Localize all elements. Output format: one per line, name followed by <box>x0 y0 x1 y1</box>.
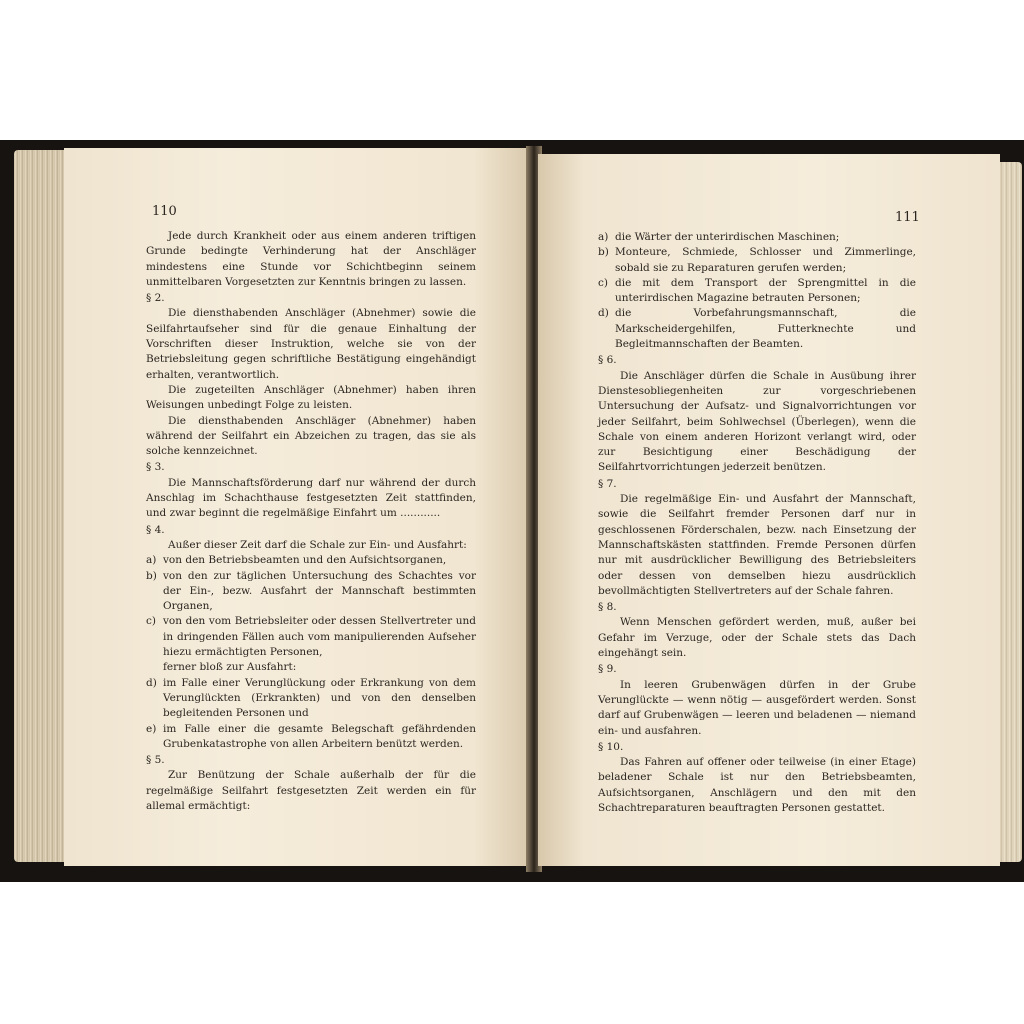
list-item-text: im Falle einer Verunglückung oder Erkrankung von dem Verunglückten (Erkrankten) und von den denselben begleitenden Personen und <box>163 676 476 720</box>
section-heading: § 2. <box>146 292 165 305</box>
left-page-text <box>146 229 476 814</box>
list-item-label: d) <box>598 307 609 320</box>
list-item-label: a) <box>146 554 157 567</box>
list-item-text: im Falle einer die gesamte Belegschaft gefährdenden Grubenkatastrophe von allen Arbeitern benützt werden. <box>163 722 476 750</box>
page-edges-left <box>14 150 66 862</box>
paragraph: Die Anschläger dürfen die Schale in Ausübung ihrer Dienstesobliegenheiten zur vorgeschriebenen Untersuchung der Aufsatz- und Signalvorrichtungen vor jeder Seilfahrt, beim Sohlwechsel (Überlegen), wenn die Schale von einem anderen Horizont verlangt wird, oder zur Besichtigung einer Beschädigung der Seilfahrtvorrichtungen jederzeit benützen. <box>598 369 916 474</box>
list-item <box>146 614 476 660</box>
page-number-right: 111 <box>895 210 920 225</box>
paragraph: Die Mannschaftsförderung darf nur während der durch Anschlag im Schachthause festgesetzten Zeit stattfinden, und zwar beginnt die regelmäßige Einfahrt um ............ <box>146 476 476 520</box>
right-page-text <box>598 230 916 816</box>
paragraph: Außer dieser Zeit darf die Schale zur Ein- und Ausfahrt: <box>168 538 467 551</box>
list-item-label: e) <box>146 722 157 735</box>
list-item-text: von den zur täglichen Untersuchung des Schachtes vor der Ein-, bezw. Ausfahrt der Mannschaft bestimmten Organen, <box>163 569 476 613</box>
list-item-label: c) <box>598 276 608 289</box>
list-item-text: die mit dem Transport der Sprengmittel in die unterirdischen Magazine betrauten Personen; <box>615 276 916 305</box>
list-item-text: die Wärter der unterirdischen Maschinen; <box>615 231 840 243</box>
book-photo <box>0 140 1024 882</box>
list-item <box>598 276 916 307</box>
list-item <box>146 722 476 753</box>
paragraph: In leeren Grubenwägen dürfen in der Grube Verunglückte — wenn nötig — ausgefördert werden. Sonst darf auf Grubenwägen — leeren und beladenen — niemand ein- und ausfahren. <box>598 678 916 737</box>
paragraph: Die regelmäßige Ein- und Ausfahrt der Mannschaft, sowie die Seilfahrt fremder Personen darf nur in geschlossenen Förderschalen, bezw. nach Einsetzung der Mannschaftskästen stattfinden. Fremde Personen dürfen nur mit ausdrücklicher Bewilligung des Betriebsleiters oder dessen von demselben hiezu ausdrücklich bevollmächtigten Stellvertreters auf der Schale fahren. <box>598 493 916 597</box>
list-item-text: von den Betriebsbeamten und den Aufsichtsorganen, <box>163 554 447 567</box>
list-item-text: von den vom Betriebsleiter oder dessen Stellvertreter und in dringenden Fällen auch vom manipulierenden Aufseher hiezu ermächtigten Personen, <box>163 615 476 659</box>
paragraph: Zur Benützung der Schale außerhalb der für die regelmäßige Seilfahrt festgesetzten Zeit werden ein für allemal ermächtigt: <box>146 769 476 812</box>
list-item-label: b) <box>146 569 157 582</box>
list-item <box>146 569 476 615</box>
section-heading: § 5. <box>146 754 165 767</box>
left-page <box>64 148 530 866</box>
paragraph: Die zugeteilten Anschläger (Abnehmer) haben ihren Weisungen unbedingt Folge zu leisten. <box>146 383 476 412</box>
list-item-label: c) <box>146 615 156 628</box>
section-heading: § 4. <box>146 523 165 536</box>
list-item <box>598 230 916 245</box>
list-item-label: b) <box>598 246 609 259</box>
right-page <box>538 154 1000 866</box>
section-heading: § 7. <box>598 477 617 490</box>
section-heading: § 8. <box>598 601 617 614</box>
paragraph: Das Fahren auf offener oder teilweise (in einer Etage) beladener Schale ist nur den Betriebsbeamten, Aufsichtsorganen, Anschlägern und den mit den Schachtreparaturen beauftragten Personen gestattet. <box>598 756 916 814</box>
paragraph: Die diensthabenden Anschläger (Abnehmer) sowie die Seilfahrtaufseher sind für die genaue Einhaltung der Vorschriften dieser Instruktion, welche sie von der Betriebsleitung gegen schriftliche Bestätigung eingehändigt erhalten, verantwortlich. <box>146 307 476 381</box>
list-item <box>598 306 916 352</box>
list-item-label: d) <box>146 676 157 689</box>
section-heading: § 3. <box>146 461 165 474</box>
list-item <box>598 245 916 276</box>
list-note: ferner bloß zur Ausfahrt: <box>163 661 297 674</box>
list-item-text: die Vorbefahrungsmannschaft, die Markscheidergehilfen, Futterknechte und Begleitmannschaften der Beamten. <box>615 307 916 351</box>
list-item <box>146 676 476 722</box>
page-edges-right <box>998 162 1022 862</box>
section-heading: § 6. <box>598 354 617 367</box>
page-number-left: 110 <box>152 204 177 219</box>
paragraph: Jede durch Krankheit oder aus einem anderen triftigen Grunde bedingte Verhinderung hat der Anschläger mindestens eine Stunde vor Schichtbeginn seinem unmittelbaren Vorgesetzten zur Kenntnis bringen zu lassen. <box>146 230 476 288</box>
section-heading: § 9. <box>598 663 617 676</box>
list-item-label: a) <box>598 231 609 243</box>
list-item-text: Monteure, Schmiede, Schlosser und Zimmerlinge, sobald sie zu Reparaturen gerufen werden; <box>615 246 916 274</box>
paragraph: Die diensthabenden Anschläger (Abnehmer) haben während der Seilfahrt ein Abzeichen zu tragen, das sie als solche kennzeichnet. <box>146 414 476 458</box>
paragraph: Wenn Menschen gefördert werden, muß, außer bei Gefahr im Verzuge, oder der Schale stets das Dach eingehängt sein. <box>598 616 916 660</box>
list-item <box>146 553 476 568</box>
section-heading: § 10. <box>598 740 624 753</box>
